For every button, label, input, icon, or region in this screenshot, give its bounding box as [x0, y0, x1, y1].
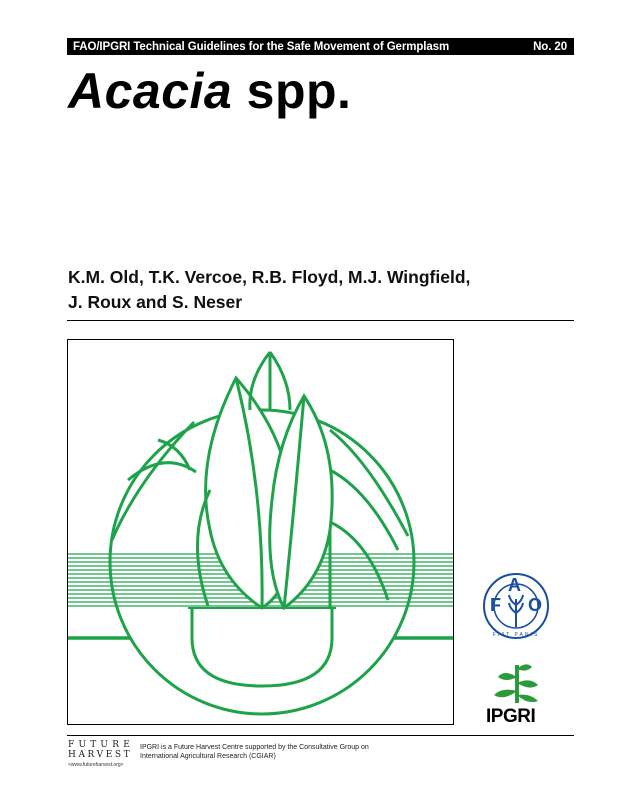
future-harvest-line1: FUTURE [68, 740, 134, 750]
series-header-bar [67, 38, 574, 55]
footer-body: is a Future Harvest Centre supported by the Consultative Group on International Agricultural Research (CGIAR) [140, 744, 369, 760]
ipgri-logo-label: IPGRI [486, 706, 536, 727]
title-suffix: spp. [246, 63, 352, 119]
footer-statement [140, 743, 380, 761]
series-number: No. 20 [533, 40, 567, 53]
fao-motto: FIAT PANIS [492, 632, 540, 638]
future-harvest-line2: HARVEST [68, 750, 133, 760]
author-list [68, 265, 578, 315]
series-title: FAO/IPGRI Technical Guidelines for the Safe Movement of Germplasm [73, 40, 450, 53]
divider-bottom [67, 735, 574, 736]
fao-letter-o: O [528, 595, 543, 615]
cover-illustration [67, 339, 454, 725]
fao-letter-a: A [508, 575, 521, 595]
future-harvest-logo [68, 740, 136, 769]
divider-top [67, 320, 574, 321]
future-harvest-url: <www.futureharvest.org> [68, 762, 124, 768]
fao-wheat-emblem-icon [481, 571, 551, 641]
author-line-2: J. Roux and S. Neser [68, 292, 243, 312]
leaf-circle-illustration [68, 340, 453, 724]
page-title [68, 62, 351, 120]
author-line-1: K.M. Old, T.K. Vercoe, R.B. Floyd, M.J. Wingfield, [68, 267, 471, 287]
fao-letter-f: F [490, 595, 501, 615]
title-genus: Acacia [68, 63, 233, 119]
footer-lead: IPGRI [140, 744, 160, 751]
